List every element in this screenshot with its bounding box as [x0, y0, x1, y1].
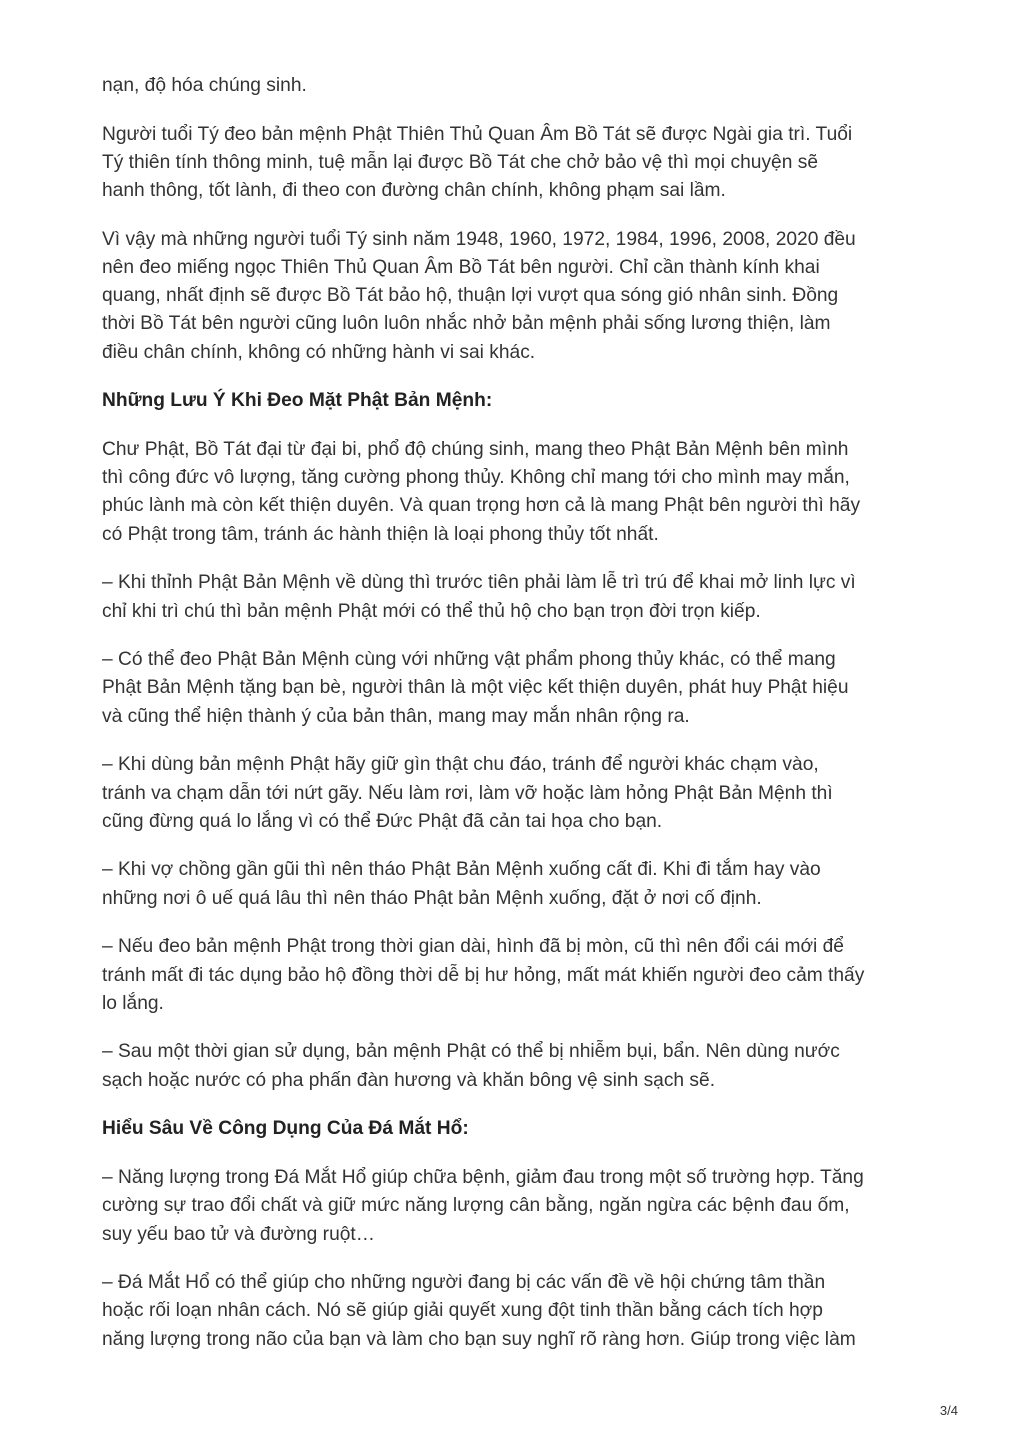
paragraph — [102, 933, 930, 1018]
section-heading: Những Lưu Ý Khi Đeo Mặt Phật Bản Mệnh: — [102, 390, 493, 412]
paragraph-line: hanh thông, tốt lành, đi theo con đường chân chính, không phạm sai lầm. — [102, 180, 726, 202]
paragraph-line: – Có thể đeo Phật Bản Mệnh cùng với những vật phẩm phong thủy khác, có thể mang — [102, 649, 836, 671]
paragraph-line: cũng đừng quá lo lắng vì có thể Đức Phật đã cản tai họa cho bạn. — [102, 810, 663, 832]
paragraph — [102, 569, 930, 625]
paragraph-line: – Khi thỉnh Phật Bản Mệnh về dùng thì trước tiên phải làm lễ trì trú để khai mở linh lực vì — [102, 572, 856, 594]
paragraph-line: Phật Bản Mệnh tặng bạn bè, người thân là một việc kết thiện duyên, phát huy Phật hiệu — [102, 677, 849, 699]
page-number: 3/4 — [939, 1403, 958, 1418]
paragraph-line: những nơi ô uế quá lâu thì nên tháo Phật bản Mệnh xuống, đặt ở nơi cố định. — [102, 887, 762, 909]
paragraph-line: thì công đức vô lượng, tăng cường phong thủy. Không chỉ mang tới cho mình may mắn, — [102, 467, 850, 489]
paragraph-line: – Khi dùng bản mệnh Phật hãy giữ gìn thật chu đáo, tránh để người khác chạm vào, — [102, 754, 819, 776]
paragraph-line: cường sự trao đổi chất và giữ mức năng lượng cân bằng, ngăn ngừa các bệnh đau ốm, — [102, 1195, 850, 1217]
paragraph-line: Chư Phật, Bồ Tát đại từ đại bi, phổ độ chúng sinh, mang theo Phật Bản Mệnh bên mình — [102, 439, 849, 461]
paragraph-line: hoặc rối loạn nhân cách. Nó sẽ giúp giải quyết xung đột tinh thần bằng cách tích hợp — [102, 1300, 823, 1322]
paragraph-line: năng lượng trong não của bạn và làm cho bạn suy nghĩ rõ ràng hơn. Giúp trong việc làm — [102, 1328, 856, 1350]
paragraph-line: suy yếu bao tử và đường ruột… — [102, 1223, 375, 1245]
paragraph-line: nạn, độ hóa chúng sinh. — [102, 75, 307, 96]
paragraph — [102, 1038, 930, 1094]
paragraph — [102, 646, 930, 731]
paragraph — [102, 436, 930, 549]
paragraph-line: sạch hoặc nước có pha phấn đàn hương và khăn bông vệ sinh sạch sẽ. — [102, 1069, 716, 1091]
paragraph-line: lo lắng. — [102, 992, 164, 1014]
paragraph-line: – Năng lượng trong Đá Mắt Hổ giúp chữa bệnh, giảm đau trong một số trường hợp. Tăng — [102, 1167, 864, 1189]
paragraph-line: quang, nhất định sẽ được Bồ Tát bảo hộ, thuận lợi vượt qua sóng gió nhân sinh. Đồng — [102, 285, 839, 307]
paragraph-line: tránh va chạm dẫn tới nứt gãy. Nếu làm rơi, làm vỡ hoặc làm hỏng Phật Bản Mệnh thì — [102, 782, 833, 804]
paragraph-line: có Phật trong tâm, tránh ác hành thiện là loại phong thủy tốt nhất. — [102, 523, 659, 545]
paragraph-line: Người tuổi Tý đeo bản mệnh Phật Thiên Thủ Quan Âm Bồ Tát sẽ được Ngài gia trì. Tuổi — [102, 123, 853, 145]
paragraph-line: – Sau một thời gian sử dụng, bản mệnh Phật có thể bị nhiễm bụi, bẩn. Nên dùng nước — [102, 1041, 840, 1063]
paragraph-line: phúc lành mà còn kết thiện duyên. Và quan trọng hơn cả là mang Phật bên người thì hãy — [102, 495, 861, 517]
paragraph — [102, 226, 930, 367]
paragraph-line: – Khi vợ chồng gần gũi thì nên tháo Phật Bản Mệnh xuống cất đi. Khi đi tắm hay vào — [102, 859, 821, 881]
paragraph-line: thời Bồ Tát bên người cũng luôn luôn nhắc nhở bản mệnh phải sống lương thiện, làm — [102, 313, 831, 335]
paragraph-line: – Nếu đeo bản mệnh Phật trong thời gian dài, hình đã bị mòn, cũ thì nên đổi cái mới để — [102, 936, 844, 958]
paragraph — [102, 1269, 930, 1354]
paragraph — [102, 121, 930, 206]
paragraph — [102, 856, 930, 912]
paragraph — [102, 751, 930, 836]
section-heading: Hiểu Sâu Về Công Dụng Của Đá Mắt Hổ: — [102, 1118, 469, 1140]
paragraph-line: – Đá Mắt Hổ có thể giúp cho những người đang bị các vấn đề về hội chứng tâm thần — [102, 1272, 826, 1294]
paragraph-line: Vì vậy mà những người tuổi Tý sinh năm 1948, 1960, 1972, 1984, 1996, 2008, 2020 đều — [102, 228, 856, 250]
paragraph-line: và cũng thể hiện thành ý của bản thân, mang may mắn nhân rộng ra. — [102, 705, 690, 727]
paragraph-line: Tý thiên tính thông minh, tuệ mẫn lại được Bồ Tát che chở bảo vệ thì mọi chuyện sẽ — [102, 151, 818, 173]
paragraph — [102, 1164, 930, 1249]
paragraph-line: điều chân chính, không có những hành vi sai khác. — [102, 341, 536, 363]
paragraph — [102, 72, 930, 100]
paragraph-line: chỉ khi trì chú thì bản mệnh Phật mới có thể thủ hộ cho bạn trọn đời trọn kiếp. — [102, 600, 761, 622]
paragraph-line: nên đeo miếng ngọc Thiên Thủ Quan Âm Bồ Tát bên người. Chỉ cần thành kính khai — [102, 257, 820, 279]
paragraph-line: tránh mất đi tác dụng bảo hộ đồng thời dễ bị hư hỏng, mất mát khiến người đeo cảm thấy — [102, 964, 865, 986]
document-body — [102, 72, 930, 1374]
